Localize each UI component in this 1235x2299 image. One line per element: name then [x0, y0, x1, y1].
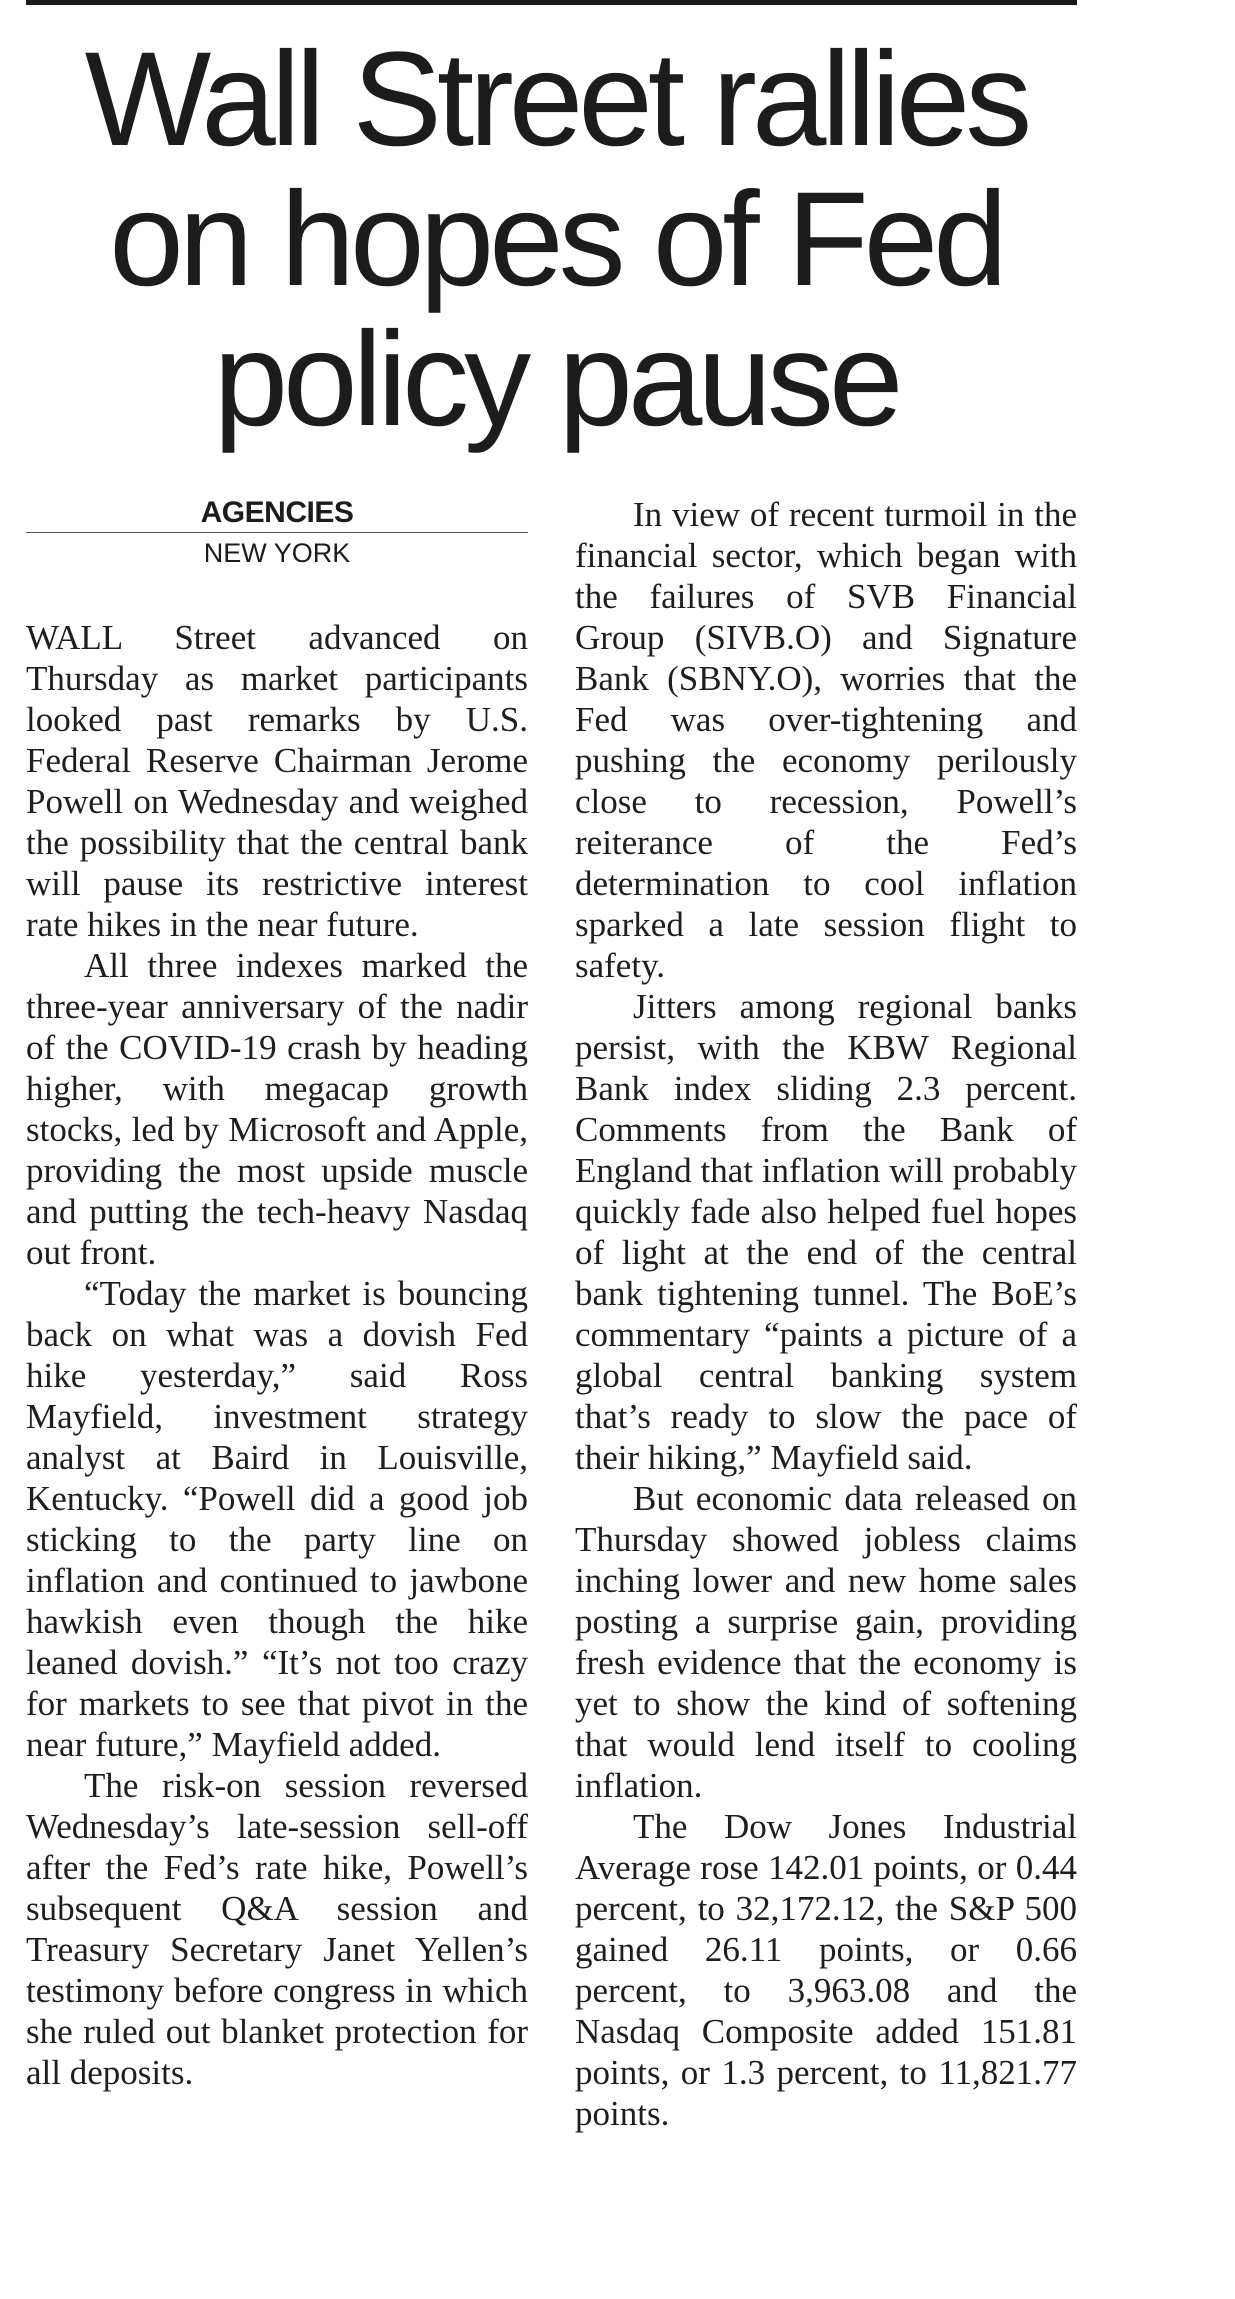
- left-column: [26, 617, 528, 2093]
- paragraph: All three indexes marked the three-year anniversary of the nadir of the COVID-19 crash by heading higher, with megacap growth stocks, led by Microsoft and Apple, providing the most upside muscle and putting the tech-heavy Nasdaq out front.: [26, 946, 528, 1272]
- byline: [26, 496, 528, 569]
- paragraph: “Today the market is bouncing back on what was a dovish Fed hike yesterday,” said Ross Mayfield, investment strategy analyst at Baird in Louisville, Kentucky. “Powell did a good job sticking to the party line on inflation and continued to jawbone hawkish even though the hike leaned dovish.” “It’s not too crazy for markets to see that pivot in the near future,” Mayfield added.: [26, 1274, 528, 1764]
- paragraph: The Dow Jones Industrial Average rose 142.01 points, or 0.44 percent, to 32,172.12, the S&P 500 gained 26.11 points, or 0.66 percent, to 3,963.08 and the Nasdaq Composite added 151.81 points, or 1.3 percent, to 11,821.77 points.: [575, 1807, 1077, 2133]
- right-column: [575, 494, 1077, 2134]
- paragraph: WALL Street advanced on Thursday as market participants looked past remarks by U.S. Federal Reserve Chairman Jerome Powell on Wednesday and weighed the possibility that the central bank will pause its restrictive interest rate hikes in the near future.: [26, 618, 528, 944]
- paragraph: The risk-on session reversed Wednesday’s late-session sell-off after the Fed’s rate hike, Powell’s subsequent Q&A session and Treasury Secretary Janet Yellen’s testimony before congress in which she ruled out blanket protection for all deposits.: [26, 1766, 528, 2092]
- byline-rule: [26, 532, 528, 533]
- headline-line: on hopes of Fed: [109, 165, 1003, 314]
- paragraph: In view of recent turmoil in the financial sector, which began with the failures of SVB Financial Group (SIVB.O) and Signature Bank (SBNY.O), worries that the Fed was over-tightening and pushing the economy perilously close to recession, Powell’s reiterance of the Fed’s determination to cool inflation sparked a late session flight to safety.: [575, 495, 1077, 985]
- paragraph: Jitters among regional banks persist, with the KBW Regional Bank index sliding 2.3 percent. Comments from the Bank of England that inflation will probably quickly fade also helped fuel hopes of light at the end of the central bank tightening tunnel. The BoE’s commentary “paints a picture of a global central banking system that’s ready to slow the pace of their hiking,” Mayfield said.: [575, 987, 1077, 1477]
- byline-agency: AGENCIES: [200, 496, 354, 529]
- byline-dateline: NEW YORK: [203, 538, 351, 568]
- headline-line: Wall Street rallies: [84, 25, 1028, 174]
- top-rule: [26, 0, 1077, 5]
- headline-line: policy pause: [213, 305, 899, 454]
- headline: [26, 25, 1086, 454]
- paragraph: But economic data released on Thursday showed jobless claims inching lower and new home sales posting a surprise gain, providing fresh evidence that the economy is yet to show the kind of softening that would lend itself to cooling inflation.: [575, 1479, 1077, 1805]
